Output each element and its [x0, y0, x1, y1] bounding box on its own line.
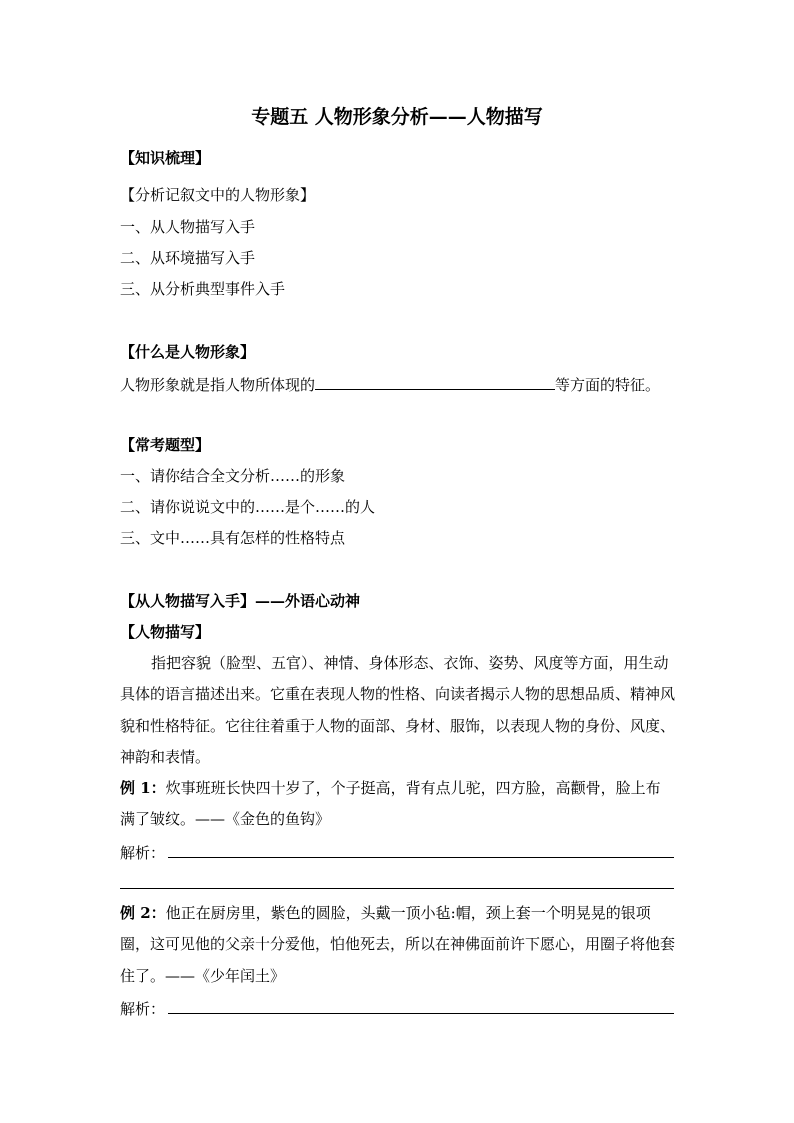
answer-label: 解析：: [120, 844, 166, 862]
description-sub-heading: 【人物描写】: [120, 623, 211, 641]
what-is-heading: 【什么是人物形象】: [120, 343, 256, 361]
what-is-text-before: 人物形象就是指人物所体现的: [120, 376, 316, 394]
knowledge-item: 一、从人物描写入手: [120, 218, 256, 236]
example-text: 他正在厨房里，紫色的圆脸，头戴一顶小毡:帽，颈上套一个明晃晃的银项圈，这可见他的父亲十分爱他，怕他死去，所以在神佛面前许下愿心，用圈子将他套住了。——《少年闰土》: [120, 904, 676, 985]
example-text: 炊事班班长快四十岁了，个子挺高，背有点儿驼，四方脸，高颧骨，脸上布满了皱纹。——《金色的鱼钩》: [120, 779, 661, 829]
knowledge-sub-heading: 【分析记叙文中的人物形象】: [120, 186, 316, 204]
what-is-text-after: 等方面的特征。: [555, 376, 661, 394]
answer-line[interactable]: [120, 888, 674, 889]
question-types-heading: 【常考题型】: [120, 436, 211, 454]
knowledge-item: 三、从分析典型事件入手: [120, 280, 286, 298]
answer-label: 解析：: [120, 1000, 166, 1018]
question-type-item: 二、请你说说文中的……是个……的人: [120, 498, 376, 516]
example-label: 例 1：: [120, 779, 166, 797]
example-1: [120, 773, 675, 836]
answer-line[interactable]: [168, 857, 674, 858]
knowledge-item: 二、从环境描写入手: [120, 249, 256, 267]
example-label: 例 2：: [120, 904, 166, 922]
description-paragraph: 指把容貌（脸型、五官）、神情、身体形态、衣饰、姿势、风度等方面，用生动具体的语言描述出来。它重在表现人物的性格、向读者揭示人物的思想品质、精神风貌和性格特征。它往往着重于人物的面部、身材、服饰，以表现人物的身份、风度、神韵和表情。: [120, 654, 676, 767]
example-2: [120, 898, 675, 992]
description-heading: 【从人物描写入手】——外语心动神: [120, 592, 361, 610]
what-is-sentence: [120, 373, 660, 395]
knowledge-heading: 【知识梳理】: [120, 149, 211, 167]
answer-line[interactable]: [168, 1013, 674, 1014]
fill-in-blank[interactable]: [315, 373, 555, 390]
question-type-item: 一、请你结合全文分析……的形象: [120, 467, 346, 485]
question-type-item: 三、文中……具有怎样的性格特点: [120, 529, 346, 547]
page-title: 专题五 人物形象分析——人物描写: [251, 106, 543, 128]
